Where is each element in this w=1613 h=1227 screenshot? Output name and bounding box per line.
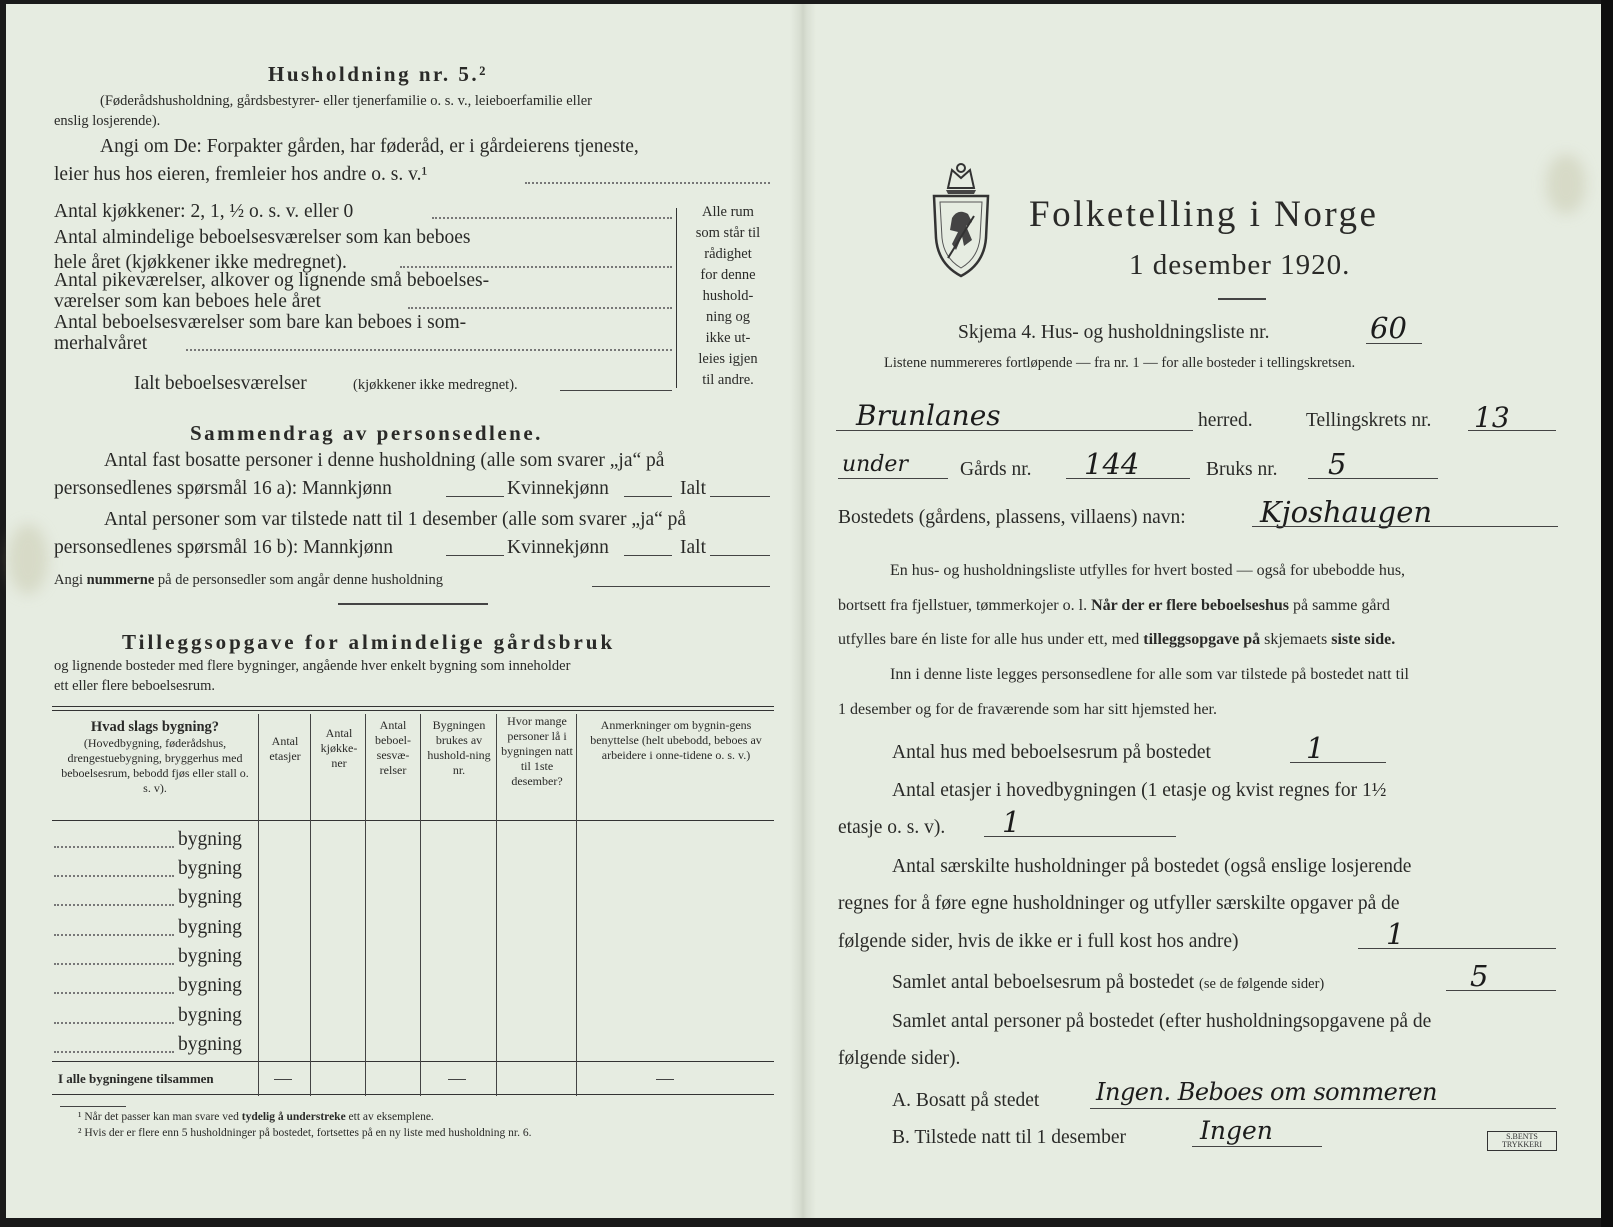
census-date: 1 desember 1920. (1129, 249, 1351, 281)
paper-stain (1546, 154, 1586, 214)
district-line (1468, 430, 1556, 431)
instructions-4: Inn i denne liste legges personsedlene for alle som var tilstede på bostedet natt til (890, 666, 1409, 683)
col-head-floors: Antal etasjer (269, 734, 301, 763)
floors-question-2: etasje o. s. v). (838, 817, 946, 838)
list-number-line (1366, 343, 1422, 344)
residents-male-line (446, 496, 504, 497)
rooms-total-question (892, 973, 1324, 993)
persons-question: Samlet antal personer på bostedet (efter husholdningsopgavene på de (892, 1011, 1432, 1032)
footnote-1-post: ett av eksemplene. (348, 1111, 434, 1123)
summer-rooms-label-2: merhalvåret (54, 333, 148, 354)
side-note-line: til andre. (702, 372, 754, 388)
person-numbers-pre: Angi (54, 572, 83, 588)
building-row-line (54, 904, 174, 906)
col-head-household: Bygningen brukes av hushold-ning nr. (427, 718, 491, 777)
herred-line (836, 430, 1193, 431)
summary-present-2: personsedlenes spørsmål 16 b): Mannkjønn (54, 537, 394, 558)
building-row-line (54, 963, 174, 965)
col-divider (420, 714, 421, 1096)
total-dash (656, 1079, 674, 1080)
households-answer: 1 (1386, 917, 1405, 951)
title-divider (1218, 298, 1266, 300)
rooms-total-label: Samlet antal beboelsesrum på bostedet (892, 972, 1195, 993)
instructions-2-pre: bortsett fra fjellstuer, tømmerkojer o. l. (838, 597, 1088, 614)
rooms-total-note: (se de følgende sider) (1199, 976, 1325, 992)
instructions-1: En hus- og husholdningsliste utfylles for hvert bosted — også for ubebodde hus, (890, 562, 1406, 579)
supplement-desc-2: ett eller flere beboelsesrum. (54, 678, 216, 694)
district-label: Tellingskrets nr. (1306, 410, 1432, 431)
instructions-3 (838, 632, 1395, 648)
person-numbers-bold: nummerne (86, 572, 155, 588)
building-row-line (54, 992, 174, 994)
holding-number-value: 5 (1328, 447, 1347, 481)
numbering-note: Listene nummereres fortløpende — fra nr. 1 — for alle bosteder i tellingskretsen. (884, 355, 1356, 371)
present-female-label: Kvinnekjønn (507, 537, 609, 558)
households-question-2: regnes for å føre egne husholdninger og utfyller særskilte opgaver på de (838, 893, 1400, 914)
herred-value: Brunlanes (856, 399, 1001, 432)
building-row-label: bygning (178, 975, 242, 996)
col-divider (310, 714, 311, 1096)
instructions-2-bold: Når der er flere beboelseshus (1091, 597, 1289, 614)
table-total-rule (52, 1061, 774, 1062)
col-head-building-type-desc: (Hovedbygning, føderådshus, drengestuebygning, bryggerhus med beboelsesrum, bebodd fjøs eller stall o. s. v). (61, 736, 249, 795)
list-number-value: 60 (1370, 311, 1407, 345)
tenure-question-2: leier hus hos eieren, fremleier hos andre o. s. v.¹ (54, 164, 428, 185)
rooms-total-line (1446, 990, 1556, 991)
col-head-rooms: Antal beboel-sesvæ-relser (375, 718, 411, 777)
footnote-2: ² Hvis der er flere enn 5 husholdninger på bostedet, fortsettes på en ny liste med husholdning nr. 6. (78, 1127, 532, 1139)
instructions-3-mid: skjemaets (1264, 631, 1328, 648)
col-divider (365, 714, 366, 1096)
building-row-label: bygning (178, 946, 242, 967)
residents-female-label: Kvinnekjønn (507, 478, 609, 499)
side-note-line: hushold- (702, 288, 754, 304)
household-subtitle: (Føderådshusholdning, gårdsbestyrer- eller tjenerfamilie o. s. v., leieboerfamilie eller (100, 93, 593, 109)
present-label: B. Tilstede natt til 1 desember (892, 1127, 1126, 1148)
rooms-label-2: hele året (kjøkkener ikke medregnet). (54, 252, 347, 273)
floors-question: Antal etasjer i hovedbygningen (1 etasje og kvist regnes for 1½ (892, 780, 1387, 801)
persons-question-2: følgende sider). (838, 1048, 961, 1069)
houses-line (1290, 762, 1386, 763)
instructions-5: 1 desember og for de fraværende som har sitt hjemsted her. (838, 701, 1217, 718)
total-dash (274, 1079, 292, 1080)
households-question: Antal særskilte husholdninger på bostedet (også enslige losjerende (892, 856, 1412, 877)
farm-number-line (1066, 478, 1190, 479)
present-male-line (446, 555, 504, 556)
present-total-line (710, 555, 770, 556)
floors-answer: 1 (1002, 805, 1021, 839)
residents-total-line (710, 496, 770, 497)
supplement-title: Tilleggsopgave for almindelige gårdsbruk (122, 630, 616, 654)
scan-edge (1601, 0, 1613, 1227)
col-divider (496, 714, 497, 1096)
present-female-line (624, 555, 672, 556)
side-note-line: Alle rum (702, 204, 754, 220)
households-question-3: følgende sider, hvis de ikke er i full kost hos andre) (838, 931, 1239, 952)
present-line (1192, 1146, 1322, 1147)
side-note-line: rådighet (704, 246, 752, 262)
building-row-line (54, 875, 174, 877)
district-value: 13 (1474, 401, 1510, 434)
household-subtitle-2: enslig losjerende). (54, 113, 161, 129)
resident-line (1090, 1108, 1556, 1109)
instructions-3-bold2: siste side. (1331, 631, 1396, 648)
footnote-1 (78, 1112, 434, 1124)
person-numbers-line (592, 586, 770, 587)
place-name-line (1252, 526, 1558, 527)
under-value: under (842, 452, 908, 477)
total-dash (448, 1079, 466, 1080)
person-numbers-post: på de personsedler som angår denne husholdning (157, 572, 444, 588)
page-fold (790, 4, 816, 1218)
building-row-label: bygning (178, 917, 242, 938)
summary-title: Sammendrag av personsedlene. (190, 421, 543, 445)
section-divider (338, 603, 488, 605)
footnote-1-pre: ¹ Når det passer kan man svare ved (78, 1111, 239, 1123)
summary-residents: Antal fast bosatte personer i denne husholdning (alle som svarer „ja“ på (104, 450, 665, 471)
norway-coat-of-arms-icon (928, 160, 994, 280)
col-divider (576, 714, 577, 1096)
resident-value: Ingen. Beboes om sommeren (1096, 1078, 1437, 1106)
form-number-label: Skjema 4. Hus- og husholdningsliste nr. (958, 322, 1270, 343)
rooms-total-answer: 5 (1470, 959, 1489, 993)
herred-label: herred. (1198, 410, 1253, 431)
side-note-line: ning og (706, 309, 750, 325)
total-row-label: I alle bygningene tilsammen (58, 1071, 214, 1086)
farm-number-value: 144 (1084, 447, 1140, 481)
place-name-label: Bostedets (gårdens, plassens, villaens) navn: (838, 507, 1186, 528)
kitchens-label: Antal kjøkkener: 2, 1, ½ o. s. v. eller 0 (54, 201, 354, 222)
farm-number-label: Gårds nr. (960, 459, 1032, 480)
holding-number-label: Bruks nr. (1206, 459, 1278, 480)
summary-present: Antal personer som var tilstede natt til 1 desember (alle som svarer „ja“ på (104, 509, 687, 530)
printer-stamp: S.BENTS TRYKKERI (1487, 1131, 1557, 1151)
rooms-label: Antal almindelige beboelsesværelser som kan beboes (54, 227, 471, 248)
footnote-1-bold: tydelig å understreke (241, 1111, 346, 1123)
total-rooms-label: Ialt beboelsesværelser (134, 373, 307, 394)
present-total-label: Ialt (680, 537, 706, 558)
under-line (838, 478, 948, 479)
building-row-label: bygning (178, 1005, 242, 1026)
tenure-question: Angi om De: Forpakter gården, har føderåd, er i gårdeierens tjeneste, (100, 136, 639, 157)
building-row-line (54, 1051, 174, 1053)
instructions-3-pre: utfylles bare én liste for alle hus under ett, med (838, 631, 1140, 648)
maid-rooms-line (408, 307, 672, 309)
building-table (52, 706, 774, 1096)
floors-line (984, 836, 1176, 837)
instructions-2 (838, 598, 1390, 614)
summer-rooms-line (186, 349, 672, 351)
place-name-value: Kjoshaugen (1260, 495, 1433, 529)
table-top-rule (52, 706, 774, 707)
total-rooms-note: (kjøkkener ikke medregnet). (353, 377, 518, 393)
total-rooms-line (560, 390, 672, 391)
houses-question: Antal hus med beboelsesrum på bostedet (892, 742, 1211, 763)
households-line (1358, 948, 1556, 949)
houses-answer: 1 (1306, 731, 1325, 765)
table-bottom-rule (52, 1094, 774, 1095)
side-note-line: ikke ut- (705, 330, 751, 346)
instructions-2-post: på samme gård (1292, 597, 1390, 614)
tenure-answer-line (525, 182, 770, 184)
person-numbers-label (54, 573, 443, 588)
census-title: Folketelling i Norge (1029, 194, 1379, 235)
col-divider (258, 714, 259, 1096)
supplement-desc: og lignende bosteder med flere bygninger, angående hver enkelt bygning som inneholder (54, 658, 571, 674)
resident-label: A. Bosatt på stedet (892, 1090, 1040, 1111)
building-row-line (54, 934, 174, 936)
building-row-line (54, 1022, 174, 1024)
col-head-building-type: Hvad slags bygning? (90, 719, 220, 735)
summer-rooms-label: Antal beboelsesværelser som bare kan beboes i som- (54, 312, 467, 333)
building-row-line (54, 846, 174, 848)
col-head-persons: Hvor mange personer lå i bygningen natt til 1ste desember? (501, 714, 573, 788)
residents-female-line (624, 496, 672, 497)
side-note-line: for denne (700, 267, 756, 283)
footnote-rule (60, 1106, 126, 1107)
col-head-kitchens: Antal kjøkke-ner (320, 726, 358, 770)
paper-stain (8, 524, 48, 594)
brace (676, 208, 677, 388)
building-row-label: bygning (178, 1034, 242, 1055)
instructions-3-bold: tilleggsopgave på (1143, 631, 1261, 648)
household-title: Husholdning nr. 5.² (268, 62, 488, 86)
col-head-remarks: Anmerkninger om bygnin-gens benyttelse (helt ubebodd, beboes av arbeidere i onne-tidene o. s. v.) (590, 718, 762, 762)
rooms-line (400, 266, 672, 268)
summary-residents-2: personsedlenes spørsmål 16 a): Mannkjønn (54, 478, 392, 499)
table-top-rule-2 (52, 710, 774, 711)
building-row-label: bygning (178, 887, 242, 908)
holding-number-line (1308, 478, 1438, 479)
building-row-label: bygning (178, 829, 242, 850)
kitchens-line (432, 217, 672, 219)
present-value: Ingen (1200, 1116, 1273, 1145)
maid-rooms-label: Antal pikeværelser, alkover og lignende små beboelses- (54, 270, 490, 291)
building-row-label: bygning (178, 858, 242, 879)
side-note-line: leies igjen (698, 351, 758, 367)
residents-total-label: Ialt (680, 478, 706, 499)
maid-rooms-label-2: værelser som kan beboes hele året (54, 291, 321, 312)
table-head-rule (52, 820, 774, 821)
side-note-line: som står til (695, 225, 761, 241)
